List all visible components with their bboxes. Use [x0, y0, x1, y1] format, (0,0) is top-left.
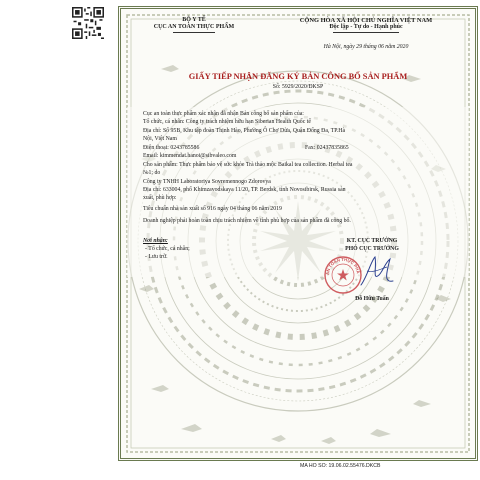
signer-title-2: PHÓ CỤC TRƯỞNG — [345, 246, 399, 252]
department-name: CỤC AN TOÀN THỰC PHẨM — [153, 24, 235, 30]
header-underline-right — [333, 32, 399, 33]
body-fax: Fax: 02437835865 — [305, 145, 349, 151]
recipient-item: - Tổ chức, cá nhân; — [145, 246, 190, 252]
qr-code — [72, 7, 104, 39]
body-address-line2: Nội, Việt Nam — [143, 136, 177, 142]
body-phone: Điện thoại: 0243785586 — [143, 145, 200, 151]
body-manufacturer: Công ty TNHH Laboratoriya Sovremennogo Zdorovya — [143, 179, 271, 185]
issue-date: Hà Nội, ngày 29 tháng 06 năm 2020 — [323, 44, 409, 50]
body-manufacturer-address-line1: Địa chỉ: 633004, phố Khimzavodskaya 11/20, TP. Berdsk, tỉnh Novosibirsk, Russia sản — [143, 187, 346, 193]
handwritten-signature — [357, 251, 397, 293]
document-title: GIẤY TIẾP NHẬN ĐĂNG KÝ BẢN CÔNG BỐ SẢN PHẨM — [188, 72, 408, 81]
body-organization: Tổ chức, cá nhân: Công ty trách nhiệm hữu hạn Siberian Health Quốc tế — [143, 119, 311, 125]
registration-certificate — [118, 6, 478, 461]
body-product-line1: Cho sản phẩm: Thực phẩm bảo vệ sức khỏe Trà thảo mộc Baikal tea collection. Herbal tea — [143, 162, 353, 168]
republic-name: CỘNG HÒA XÃ HỘI CHỦ NGHĨA VIỆT NAM — [299, 17, 433, 24]
national-motto: Độc lập - Tự do - Hạnh phúc — [329, 24, 403, 30]
svg-text:AN TOÀN THỰC PHẨM: AN TOÀN THỰC PHẨ — [324, 256, 361, 276]
body-standard: Tiêu chuẩn nhà sản xuất số 916 ngày 04 tháng 06 năm 2019 — [143, 206, 282, 212]
body-address-line1: Địa chỉ: Số 95B, Khu tập đoàn Thịnh Hào, Phường Ô Chợ Dừa, Quận Đống Đa, TP.Hà — [143, 128, 346, 134]
dossier-code: MA HO SO: 19.06.02.55476.DKCB — [300, 463, 381, 469]
body-product-line2: №1; do — [143, 170, 161, 176]
body-intro: Cục an toàn thực phẩm xác nhận đã nhận Bản công bố sản phẩm của: — [143, 111, 304, 117]
signer-name: Đỗ Hữu Tuấn — [355, 296, 389, 302]
body-email: Email: kimmendat.hanoi@sibvaleo.com — [143, 153, 237, 159]
header-underline-left — [173, 32, 215, 33]
recipient-item: - Lưu trữ. — [145, 254, 168, 260]
document-text — [121, 9, 475, 458]
body-responsibility: Doanh nghiệp phải hoàn toàn chịu trách nhiệm về tính phù hợp của sản phẩm đã công bố. — [143, 218, 351, 224]
recipients-heading: Nơi nhận: — [143, 238, 168, 244]
ministry-name: BỘ Y TẾ — [182, 17, 206, 23]
document-number: Số: 5929/2020/ĐKSP — [272, 84, 324, 90]
body-manufacturer-address-line2: xuất, phù hợp: — [143, 195, 177, 201]
signer-title-1: KT. CỤC TRƯỞNG — [346, 238, 398, 244]
